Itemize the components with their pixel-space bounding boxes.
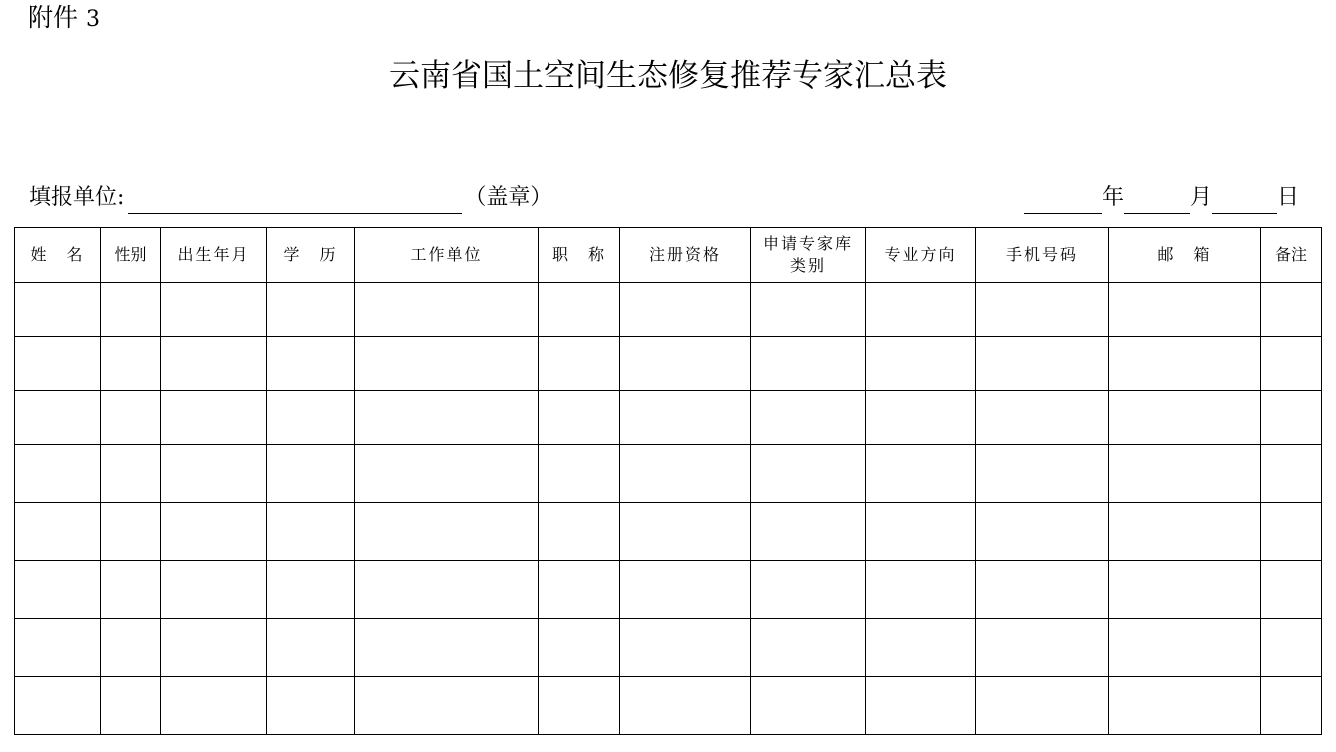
cell-remarks[interactable] <box>1261 677 1322 735</box>
cell-gender[interactable] <box>101 445 161 503</box>
year-field[interactable] <box>1024 189 1102 214</box>
header-title: 职 称 <box>539 228 620 283</box>
cell-specialty[interactable] <box>866 337 976 391</box>
cell-qualification[interactable] <box>620 283 751 337</box>
header-name: 姓 名 <box>15 228 101 283</box>
cell-education[interactable] <box>267 677 355 735</box>
cell-specialty[interactable] <box>866 283 976 337</box>
header-education: 学 历 <box>267 228 355 283</box>
expert-summary-table <box>14 227 1322 735</box>
cell-qualification[interactable] <box>620 619 751 677</box>
cell-remarks[interactable] <box>1261 337 1322 391</box>
cell-phone[interactable] <box>976 677 1109 735</box>
cell-phone[interactable] <box>976 283 1109 337</box>
table-row <box>15 503 1322 561</box>
header-birth: 出生年月 <box>161 228 267 283</box>
seal-label: （盖章） <box>464 185 553 210</box>
table-header-row <box>15 228 1322 283</box>
cell-specialty[interactable] <box>866 619 976 677</box>
cell-gender[interactable] <box>101 391 161 445</box>
cell-category[interactable] <box>751 677 866 735</box>
cell-gender[interactable] <box>101 561 161 619</box>
cell-qualification[interactable] <box>620 337 751 391</box>
cell-email[interactable] <box>1109 391 1261 445</box>
cell-title[interactable] <box>539 503 620 561</box>
header-remarks: 备注 <box>1261 228 1322 283</box>
cell-workplace[interactable] <box>355 561 539 619</box>
cell-category[interactable] <box>751 337 866 391</box>
cell-gender[interactable] <box>101 337 161 391</box>
table-row <box>15 391 1322 445</box>
cell-gender[interactable] <box>101 677 161 735</box>
reporting-unit-line <box>29 182 552 214</box>
cell-education[interactable] <box>267 503 355 561</box>
cell-specialty[interactable] <box>866 503 976 561</box>
cell-name[interactable] <box>15 445 101 503</box>
cell-qualification[interactable] <box>620 391 751 445</box>
header-phone: 手机号码 <box>976 228 1109 283</box>
cell-remarks[interactable] <box>1261 445 1322 503</box>
cell-workplace[interactable] <box>355 391 539 445</box>
reporting-unit-label: 填报单位: <box>29 185 125 210</box>
reporting-unit-field[interactable] <box>128 189 462 214</box>
cell-gender[interactable] <box>101 503 161 561</box>
cell-remarks[interactable] <box>1261 619 1322 677</box>
cell-remarks[interactable] <box>1261 283 1322 337</box>
cell-qualification[interactable] <box>620 561 751 619</box>
cell-category[interactable] <box>751 619 866 677</box>
cell-remarks[interactable] <box>1261 561 1322 619</box>
header-category-line1: 申请专家库 <box>762 234 853 253</box>
month-field[interactable] <box>1124 189 1190 214</box>
cell-remarks[interactable] <box>1261 391 1322 445</box>
table-row <box>15 283 1322 337</box>
cell-workplace[interactable] <box>355 503 539 561</box>
cell-phone[interactable] <box>976 561 1109 619</box>
cell-title[interactable] <box>539 445 620 503</box>
year-label: 年 <box>1102 185 1125 210</box>
header-email: 邮 箱 <box>1109 228 1261 283</box>
cell-title[interactable] <box>539 337 620 391</box>
cell-phone[interactable] <box>976 619 1109 677</box>
cell-title[interactable] <box>539 619 620 677</box>
cell-phone[interactable] <box>976 445 1109 503</box>
cell-category[interactable] <box>751 503 866 561</box>
table-row <box>15 337 1322 391</box>
table-row <box>15 619 1322 677</box>
cell-category[interactable] <box>751 391 866 445</box>
table-row <box>15 561 1322 619</box>
day-label: 日 <box>1277 185 1300 210</box>
cell-email[interactable] <box>1109 283 1261 337</box>
cell-qualification[interactable] <box>620 445 751 503</box>
cell-birth[interactable] <box>161 445 267 503</box>
cell-phone[interactable] <box>976 391 1109 445</box>
cell-title[interactable] <box>539 561 620 619</box>
cell-education[interactable] <box>267 391 355 445</box>
cell-name[interactable] <box>15 391 101 445</box>
month-label: 月 <box>1190 185 1213 210</box>
day-field[interactable] <box>1212 189 1277 214</box>
date-line <box>1024 182 1299 214</box>
cell-name[interactable] <box>15 677 101 735</box>
header-workplace: 工作单位 <box>355 228 539 283</box>
cell-email[interactable] <box>1109 445 1261 503</box>
cell-email[interactable] <box>1109 561 1261 619</box>
cell-email[interactable] <box>1109 619 1261 677</box>
cell-remarks[interactable] <box>1261 503 1322 561</box>
cell-gender[interactable] <box>101 283 161 337</box>
cell-title[interactable] <box>539 677 620 735</box>
table-row <box>15 677 1322 735</box>
cell-gender[interactable] <box>101 619 161 677</box>
table-body <box>15 283 1322 735</box>
cell-qualification[interactable] <box>620 503 751 561</box>
attachment-number: 3 <box>85 7 100 32</box>
cell-name[interactable] <box>15 283 101 337</box>
cell-qualification[interactable] <box>620 677 751 735</box>
cell-category[interactable] <box>751 283 866 337</box>
cell-name[interactable] <box>15 619 101 677</box>
cell-phone[interactable] <box>976 503 1109 561</box>
cell-birth[interactable] <box>161 337 267 391</box>
cell-email[interactable] <box>1109 337 1261 391</box>
cell-specialty[interactable] <box>866 445 976 503</box>
header-category <box>751 228 866 283</box>
cell-birth[interactable] <box>161 503 267 561</box>
cell-birth[interactable] <box>161 391 267 445</box>
cell-name[interactable] <box>15 503 101 561</box>
cell-workplace[interactable] <box>355 677 539 735</box>
cell-name[interactable] <box>15 561 101 619</box>
header-specialty: 专业方向 <box>866 228 976 283</box>
header-qualification: 注册资格 <box>620 228 751 283</box>
cell-title[interactable] <box>539 391 620 445</box>
cell-email[interactable] <box>1109 677 1261 735</box>
page-title: 云南省国土空间生态修复推荐专家汇总表 <box>389 58 947 94</box>
cell-birth[interactable] <box>161 561 267 619</box>
cell-workplace[interactable] <box>355 337 539 391</box>
attachment-text: 附件 <box>28 3 79 32</box>
cell-workplace[interactable] <box>355 619 539 677</box>
cell-workplace[interactable] <box>355 445 539 503</box>
cell-category[interactable] <box>751 445 866 503</box>
cell-category[interactable] <box>751 561 866 619</box>
cell-education[interactable] <box>267 561 355 619</box>
cell-birth[interactable] <box>161 283 267 337</box>
cell-specialty[interactable] <box>866 391 976 445</box>
cell-specialty[interactable] <box>866 561 976 619</box>
attachment-label <box>28 2 100 36</box>
header-category-line2: 类别 <box>789 256 826 275</box>
cell-education[interactable] <box>267 619 355 677</box>
cell-phone[interactable] <box>976 337 1109 391</box>
table-row <box>15 445 1322 503</box>
cell-birth[interactable] <box>161 677 267 735</box>
cell-name[interactable] <box>15 337 101 391</box>
cell-specialty[interactable] <box>866 677 976 735</box>
cell-education[interactable] <box>267 445 355 503</box>
cell-birth[interactable] <box>161 619 267 677</box>
header-gender: 性别 <box>101 228 161 283</box>
cell-title[interactable] <box>539 283 620 337</box>
cell-email[interactable] <box>1109 503 1261 561</box>
cell-workplace[interactable] <box>355 283 539 337</box>
cell-education[interactable] <box>267 337 355 391</box>
cell-education[interactable] <box>267 283 355 337</box>
